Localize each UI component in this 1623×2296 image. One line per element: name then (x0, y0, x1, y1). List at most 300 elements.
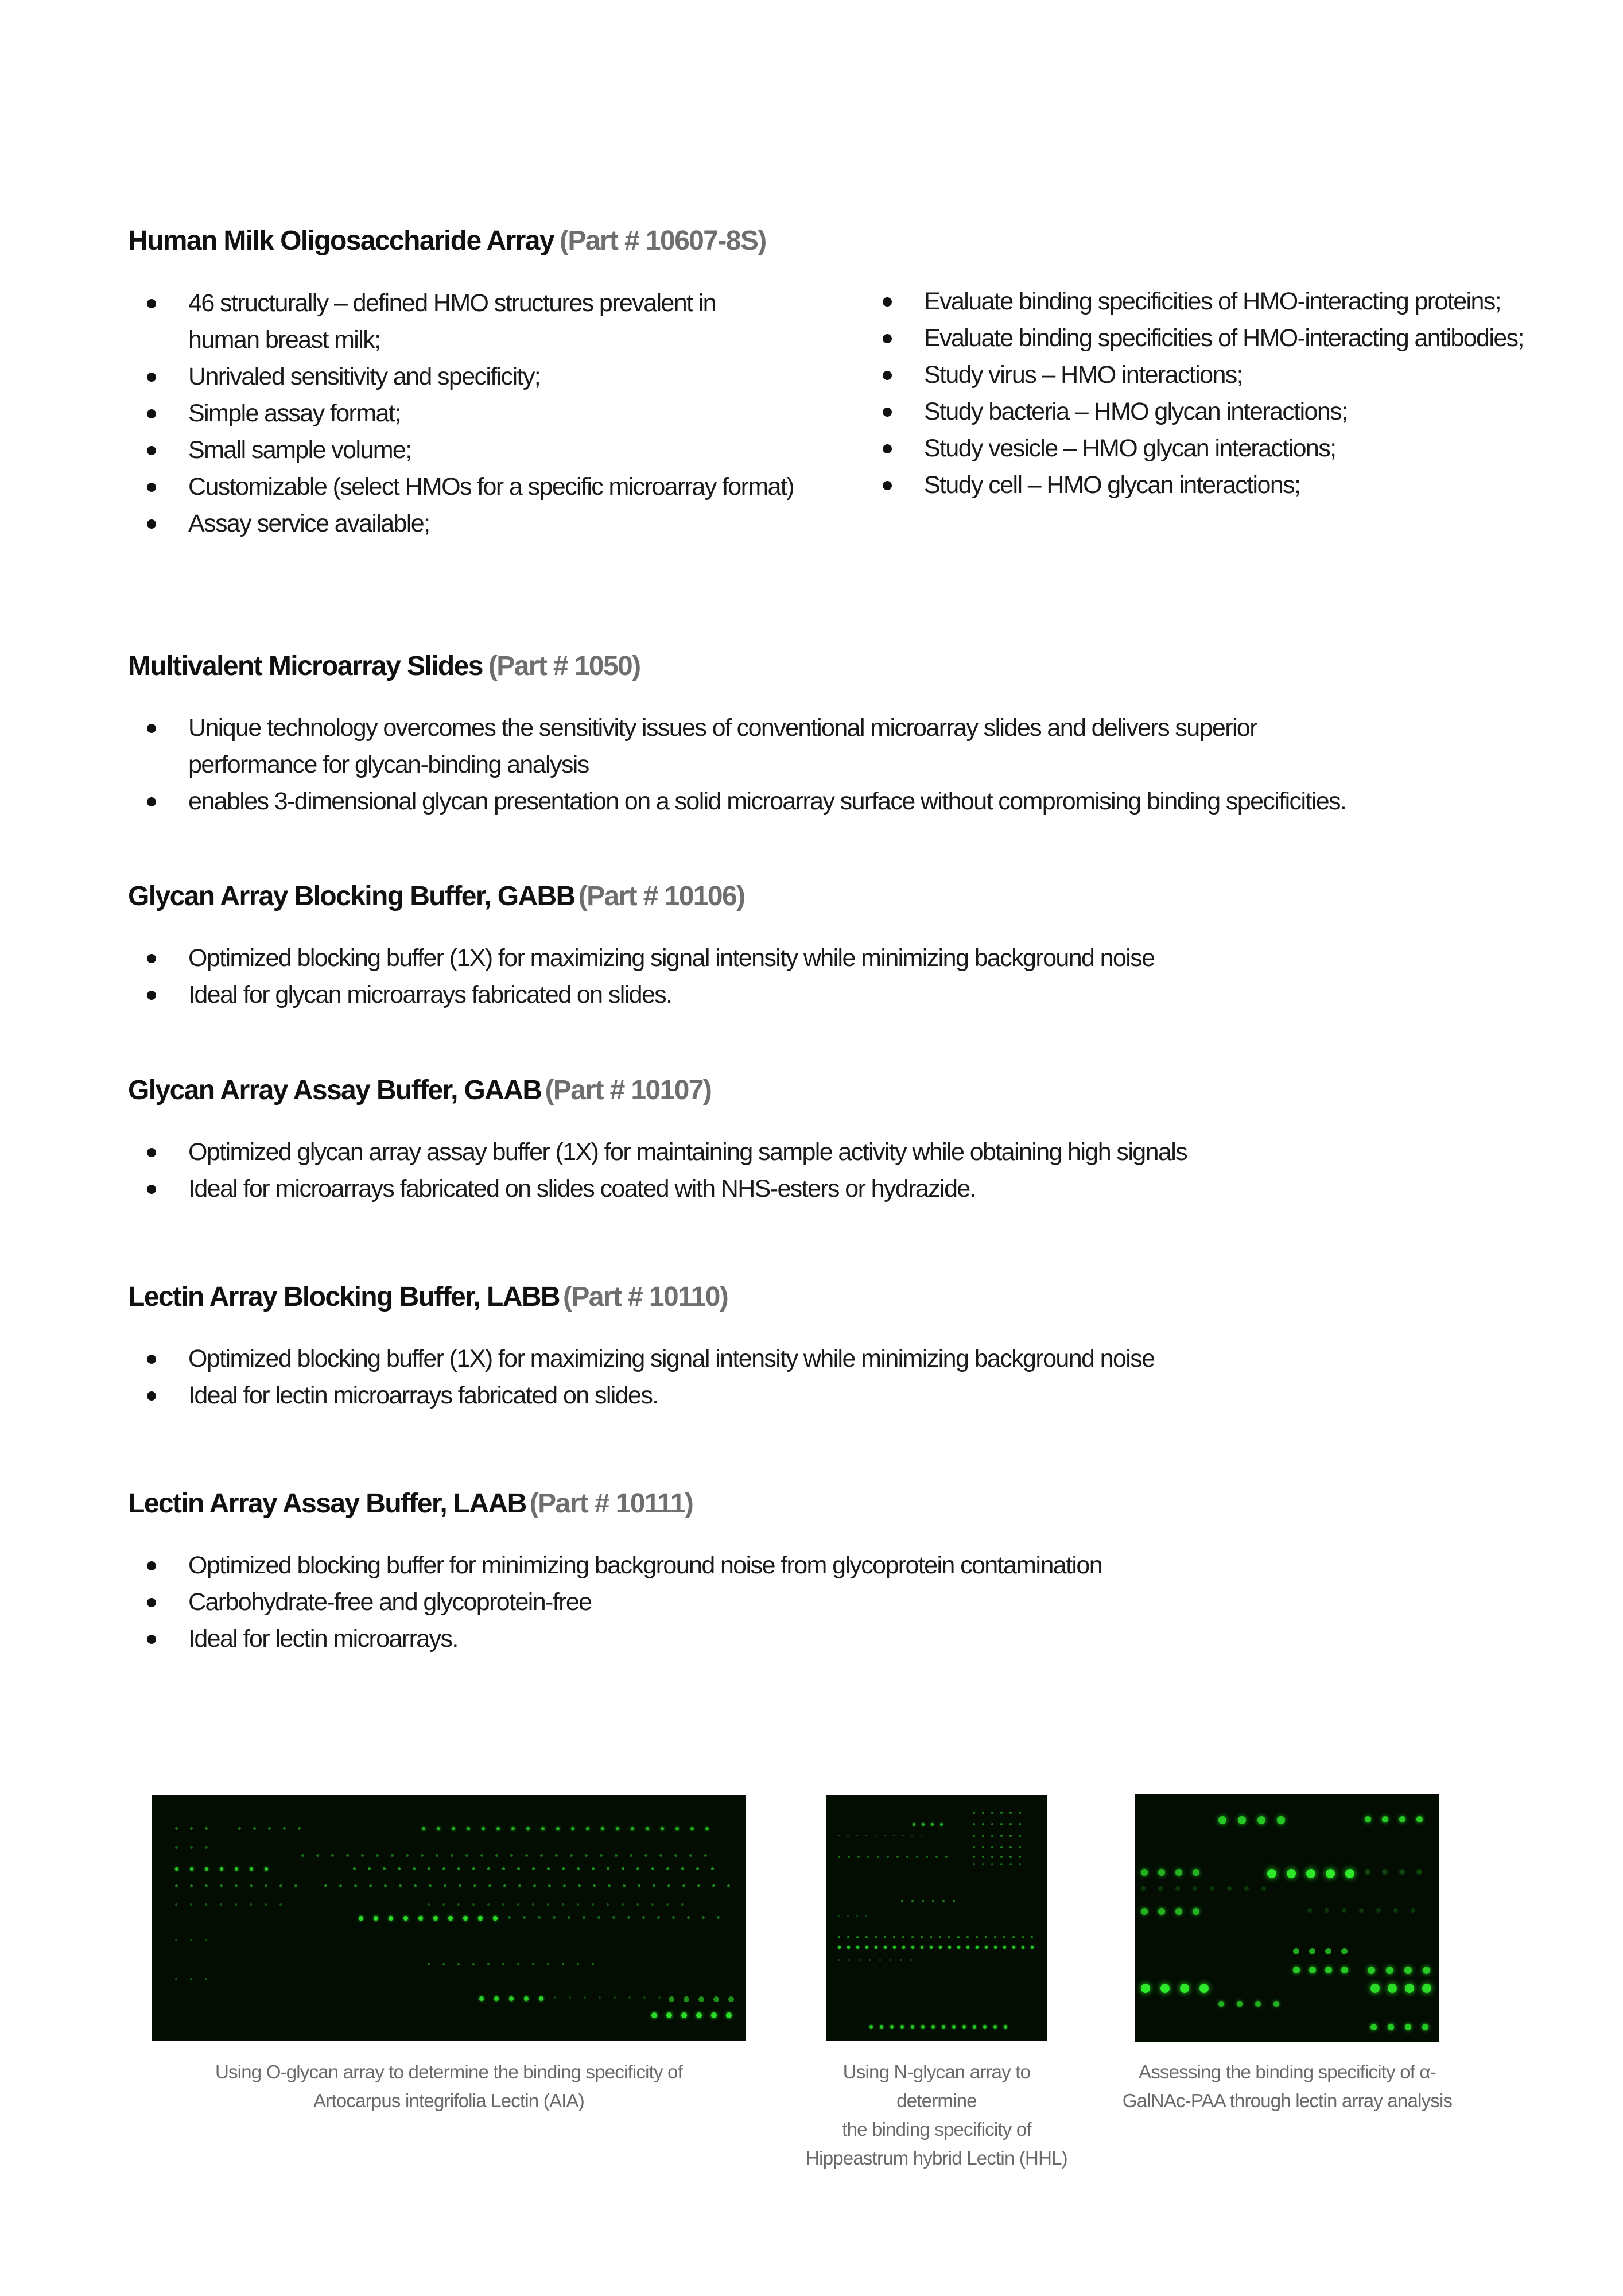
array-spot (906, 1856, 908, 1858)
array-spot (324, 1884, 327, 1887)
array-spot (463, 1916, 468, 1921)
array-spot (540, 1854, 543, 1857)
array-spot (503, 1884, 506, 1887)
array-spot (1158, 1886, 1163, 1891)
array-spot (279, 1884, 282, 1887)
array-spot (190, 1884, 193, 1887)
array-spot (1237, 2001, 1243, 2007)
array-spot (235, 1903, 237, 1906)
array-spot (896, 1856, 899, 1858)
array-spot (479, 1996, 484, 2001)
array-spot (982, 1812, 984, 1814)
array-spot (190, 1903, 192, 1906)
array-spot (717, 1916, 720, 1919)
array-spot (502, 1963, 504, 1965)
array-spot (563, 1884, 566, 1887)
array-spot (472, 1903, 475, 1906)
array-spot (473, 1884, 476, 1887)
array-spot (865, 1936, 868, 1938)
array-spot (911, 1946, 914, 1949)
array-spot (1325, 1948, 1331, 1954)
array-spot (1307, 1908, 1312, 1913)
array-spot (847, 1946, 850, 1949)
array-spot (585, 1854, 588, 1857)
array-spot (339, 1884, 342, 1887)
array-spot (696, 2012, 702, 2018)
array-spot (359, 1916, 363, 1921)
array-spot (1019, 1812, 1021, 1814)
array-spot (353, 1867, 356, 1870)
array-spot (875, 1835, 876, 1836)
product-title: Glycan Array Blocking Buffer, GABB (128, 881, 575, 912)
array-spot (570, 1854, 573, 1857)
array-spot (1370, 1984, 1380, 1993)
array-spot (921, 1936, 923, 1938)
section-heading (128, 1075, 711, 1106)
array-spot (651, 2012, 657, 2018)
array-spot (250, 1903, 252, 1906)
list-item: Optimized glycan array assay buffer (1X) for maintaining sample activity while obtaining high signals (142, 1134, 1187, 1170)
array-spot (856, 1835, 858, 1836)
array-spot (991, 1863, 993, 1865)
array-spot (265, 1903, 267, 1906)
product-title: Glycan Array Assay Buffer, GAAB (128, 1075, 542, 1106)
array-spot (496, 1827, 500, 1830)
array-spot (877, 1856, 879, 1858)
array-spot (667, 1884, 670, 1887)
array-spot (623, 1884, 626, 1887)
array-spot (374, 1916, 378, 1921)
feature-list (142, 1340, 1154, 1414)
array-spot (638, 1884, 640, 1887)
array-spot (548, 1884, 551, 1887)
list-item: Optimized blocking buffer (1X) for maximizing signal intensity while minimizing background noise (142, 1340, 1154, 1377)
array-spot (1012, 1936, 1015, 1938)
array-spot (1370, 2024, 1377, 2030)
array-spot (597, 1916, 600, 1919)
array-spot (838, 1856, 840, 1858)
array-spot (616, 1827, 619, 1830)
array-spot (391, 1854, 394, 1857)
array-spot (1141, 1984, 1150, 1993)
array-spot (472, 1867, 475, 1870)
array-spot (973, 1812, 975, 1814)
array-spot (931, 1823, 934, 1826)
array-spot (562, 1867, 565, 1870)
array-spot (916, 1856, 918, 1858)
array-spot (615, 1854, 618, 1857)
array-spot (1175, 1869, 1182, 1876)
array-spot (1175, 1908, 1182, 1915)
array-spot (459, 1884, 461, 1887)
array-spot (369, 1884, 372, 1887)
array-spot (674, 1854, 677, 1857)
array-spot (890, 2025, 894, 2029)
array-spot (985, 1946, 988, 1949)
array-spot (614, 1996, 616, 1999)
array-spot (658, 1996, 661, 1999)
array-spot (869, 1959, 871, 1961)
list-item: Evaluate binding specificities of HMO-interacting proteins; (878, 283, 1524, 320)
array-spot (1388, 1984, 1397, 1993)
array-spot (532, 1903, 534, 1906)
array-spot (1009, 1863, 1012, 1865)
array-spot (948, 1936, 950, 1938)
array-spot (921, 1946, 923, 1949)
array-spot (1405, 2024, 1411, 2030)
array-spot (911, 1835, 913, 1836)
array-spot (1141, 1869, 1148, 1876)
array-spot (1022, 1936, 1024, 1938)
array-spot (421, 1854, 424, 1857)
array-spot (190, 1846, 193, 1849)
array-spot (448, 1916, 453, 1921)
array-spot (1341, 1967, 1348, 1973)
array-spot (547, 1867, 550, 1870)
array-spot (1293, 1967, 1300, 1973)
array-spot (646, 1827, 649, 1830)
array-spot (902, 1936, 904, 1938)
array-spot (437, 1827, 440, 1830)
array-spot (875, 1946, 877, 1949)
list-item: Ideal for microarrays fabricated on slides coated with NHS-esters or hydrazide. (142, 1170, 1187, 1207)
array-spot (982, 1823, 984, 1825)
array-spot (636, 1867, 639, 1870)
array-spot (702, 1916, 705, 1919)
array-spot (452, 1827, 455, 1830)
array-spot (442, 1963, 445, 1965)
array-spot (1404, 1967, 1412, 1974)
array-spot (911, 1900, 914, 1902)
array-spot (672, 1916, 675, 1919)
array-spot (1238, 1816, 1246, 1824)
array-spot (175, 1827, 178, 1830)
array-spot (577, 1867, 580, 1870)
array-spot (346, 1854, 349, 1857)
array-spot (939, 1936, 941, 1938)
product-title: Human Milk Oligosaccharide Array (128, 226, 554, 256)
array-spot (689, 1854, 692, 1857)
array-spot (1141, 1908, 1148, 1915)
array-spot (982, 1863, 984, 1865)
array-spot (901, 1900, 903, 1902)
array-spot (704, 1854, 707, 1857)
array-spot (1004, 2025, 1007, 2029)
array-spot (985, 1936, 987, 1938)
array-spot (457, 1867, 460, 1870)
array-spot (376, 1854, 379, 1857)
array-spot (511, 1827, 515, 1830)
array-spot (1405, 1984, 1414, 1993)
array-spot (510, 1854, 513, 1857)
array-spot (1009, 1812, 1012, 1814)
array-spot (643, 1996, 646, 1999)
array-spot (631, 1827, 634, 1830)
array-spot (1309, 1967, 1316, 1973)
array-spot (220, 1867, 223, 1871)
array-spot (973, 1846, 975, 1848)
array-spot (220, 1903, 222, 1906)
array-spot (283, 1827, 286, 1830)
array-spot (457, 1903, 460, 1906)
array-spot (1158, 1908, 1165, 1915)
array-spot (848, 1959, 850, 1961)
array-spot (600, 1854, 603, 1857)
array-spot (220, 1884, 223, 1887)
array-spot (1423, 1967, 1430, 1974)
array-spot (659, 1854, 662, 1857)
array-spot (1000, 1835, 1003, 1837)
array-spot (684, 1996, 689, 2002)
array-spot (1019, 1846, 1021, 1848)
array-spot (856, 1915, 858, 1917)
array-spot (1411, 1908, 1415, 1913)
array-spot (398, 1867, 401, 1870)
array-spot (250, 1867, 253, 1871)
array-spot (713, 1996, 719, 2002)
array-spot (331, 1854, 334, 1857)
array-spot (1277, 1816, 1285, 1824)
list-item: Evaluate binding specificities of HMO-interacting antibodies; (878, 320, 1524, 356)
array-spot (1003, 1946, 1006, 1949)
list-item: Unique technology overcomes the sensitivity issues of conventional microarray slides and delivers superior performance for glycan-binding analysis (142, 709, 1346, 783)
n-glycan-array-image (826, 1795, 1047, 2041)
array-spot (622, 1903, 624, 1906)
array-spot (556, 1827, 560, 1830)
array-spot (1000, 1863, 1003, 1865)
array-spot (991, 1846, 993, 1848)
array-spot (1399, 1816, 1405, 1822)
array-spot (666, 2012, 672, 2018)
array-spot (478, 1916, 483, 1921)
list-item: Simple assay format; (142, 395, 794, 432)
array-spot (577, 1963, 579, 1965)
array-spot (838, 1959, 840, 1961)
array-spot (982, 1856, 984, 1858)
array-spot (726, 2012, 732, 2018)
array-spot (940, 1823, 943, 1826)
array-spot (1009, 1835, 1012, 1837)
array-spot (502, 1867, 505, 1870)
array-spot (1141, 1886, 1146, 1891)
array-spot (436, 1854, 438, 1857)
array-spot (838, 1915, 840, 1917)
array-spot (1325, 1908, 1329, 1913)
array-spot (1210, 1886, 1214, 1891)
array-spot (711, 1867, 714, 1870)
array-spot (205, 1846, 208, 1849)
list-item: Small sample volume; (142, 432, 794, 468)
array-spot (642, 1916, 645, 1919)
array-spot (361, 1854, 364, 1857)
part-number: (Part # 10106) (578, 881, 745, 912)
array-spot (414, 1884, 417, 1887)
array-spot (942, 2025, 945, 2029)
list-item: Ideal for lectin microarrays fabricated on slides. (142, 1377, 1154, 1414)
array-spot (517, 1963, 519, 1965)
array-spot (930, 1946, 933, 1949)
array-spot (976, 1936, 978, 1938)
array-spot (1160, 1984, 1170, 1993)
array-spot (517, 1867, 520, 1870)
part-number: (Part # 10107) (545, 1075, 712, 1106)
array-spot (698, 1996, 704, 2002)
array-spot (942, 1900, 945, 1902)
array-spot (190, 1939, 192, 1941)
array-spot (869, 2025, 873, 2029)
array-spot (508, 1916, 511, 1919)
feature-list (142, 1134, 1187, 1207)
array-spot (973, 1863, 975, 1865)
array-spot (406, 1854, 409, 1857)
list-item: Optimized blocking buffer (1X) for maximizing signal intensity while minimizing background noise (142, 940, 1154, 976)
array-spot (442, 1867, 445, 1870)
array-spot (383, 1867, 386, 1870)
array-spot (879, 1959, 881, 1961)
array-spot (856, 1936, 859, 1938)
feature-list (142, 1547, 1102, 1657)
array-spot (428, 1903, 430, 1906)
array-spot (976, 1946, 979, 1949)
array-spot (547, 1963, 549, 1965)
array-spot (931, 2025, 935, 2029)
array-spot (727, 1884, 730, 1887)
array-spot (948, 1946, 951, 1949)
array-spot (433, 1916, 438, 1921)
array-spot (578, 1884, 581, 1887)
array-spot (442, 1903, 445, 1906)
o-glycan-array-image (152, 1795, 746, 2041)
list-item: Customizable (select HMOs for a specific microarray format) (142, 468, 794, 505)
feature-list-right (878, 283, 1524, 503)
array-spot (608, 1884, 611, 1887)
array-spot (1309, 1948, 1315, 1954)
array-spot (1019, 1835, 1021, 1837)
array-spot (294, 1884, 297, 1887)
array-spot (1003, 1936, 1005, 1938)
array-spot (465, 1854, 468, 1857)
array-spot (966, 1946, 969, 1949)
array-spot (1341, 1948, 1348, 1954)
section-heading (128, 225, 766, 257)
array-spot (354, 1884, 357, 1887)
array-spot (586, 1827, 589, 1830)
array-spot (875, 1936, 877, 1938)
array-spot (1267, 1869, 1276, 1878)
feature-list (142, 940, 1154, 1013)
array-spot (205, 1903, 207, 1906)
array-spot (1000, 1846, 1003, 1848)
array-spot (1019, 1856, 1021, 1858)
array-spot (607, 1903, 609, 1906)
array-spot (592, 1867, 595, 1870)
array-spot (705, 1827, 709, 1830)
array-spot (657, 1916, 660, 1919)
array-spot (644, 1854, 647, 1857)
product-title: Lectin Array Blocking Buffer, LABB (128, 1282, 560, 1312)
array-spot (1416, 1869, 1422, 1875)
array-spot (444, 1884, 446, 1887)
array-spot (235, 1867, 238, 1871)
array-spot (175, 1846, 178, 1849)
array-spot (472, 1963, 475, 1965)
array-spot (1180, 1984, 1189, 1993)
array-spot (607, 1867, 609, 1870)
list-item: Ideal for lectin microarrays. (142, 1620, 1102, 1657)
array-spot (524, 1996, 529, 2001)
array-spot (205, 1884, 208, 1887)
array-spot (653, 1884, 655, 1887)
array-spot (838, 1946, 841, 1949)
array-spot (554, 1996, 556, 1999)
array-spot (1009, 1846, 1012, 1848)
array-spot (467, 1827, 470, 1830)
array-spot (900, 1959, 902, 1961)
array-spot (175, 1903, 177, 1906)
array-spot (601, 1827, 604, 1830)
array-spot (926, 1856, 928, 1858)
array-spot (523, 1916, 526, 1919)
array-spot (939, 1946, 942, 1949)
array-spot (488, 1884, 491, 1887)
figure-caption: Using N-glycan array to determine the binding specificity of Hippeastrum hybrid Lectin (HHL) (806, 2061, 1067, 2169)
array-spot (991, 1823, 993, 1825)
product-title: Multivalent Microarray Slides (128, 651, 483, 681)
array-spot (865, 1915, 867, 1917)
list-item: Study virus – HMO interactions; (878, 356, 1524, 393)
array-spot (569, 1996, 571, 1999)
array-spot (298, 1827, 301, 1830)
array-spot (681, 2012, 687, 2018)
array-spot (697, 1884, 700, 1887)
array-spot (541, 1827, 545, 1830)
array-spot (1009, 1856, 1012, 1858)
array-spot (175, 1939, 177, 1941)
array-spot (190, 1978, 192, 1980)
array-spot (568, 1916, 570, 1919)
array-spot (399, 1884, 402, 1887)
array-spot (911, 1936, 914, 1938)
array-spot (630, 1854, 632, 1857)
array-spot (865, 1946, 868, 1949)
part-number: (Part # 10111) (529, 1488, 693, 1519)
array-spot (525, 1854, 528, 1857)
array-spot (493, 1916, 498, 1921)
array-spot (1218, 2001, 1224, 2007)
list-item: Carbohydrate-free and glycoprotein-free (142, 1584, 1102, 1620)
array-spot (681, 1903, 684, 1906)
array-spot (553, 1916, 556, 1919)
array-spot (1031, 1946, 1034, 1949)
array-spot (957, 1936, 960, 1938)
array-spot (1382, 1816, 1388, 1822)
array-spot (1368, 1967, 1375, 1974)
array-spot (495, 1854, 498, 1857)
array-spot (900, 2025, 904, 2029)
array-spot (728, 1996, 734, 2002)
list-item: Ideal for glycan microarrays fabricated on slides. (142, 976, 1154, 1013)
array-spot (991, 1856, 993, 1858)
array-spot (494, 1996, 499, 2001)
array-spot (1261, 1886, 1266, 1891)
array-spot (1193, 1886, 1197, 1891)
array-spot (893, 1946, 896, 1949)
array-spot (666, 1867, 669, 1870)
array-spot (428, 1867, 430, 1870)
array-spot (526, 1827, 530, 1830)
array-spot (930, 1936, 932, 1938)
list-item: Optimized blocking buffer for minimizing background noise from glycoprotein contamination (142, 1547, 1102, 1584)
